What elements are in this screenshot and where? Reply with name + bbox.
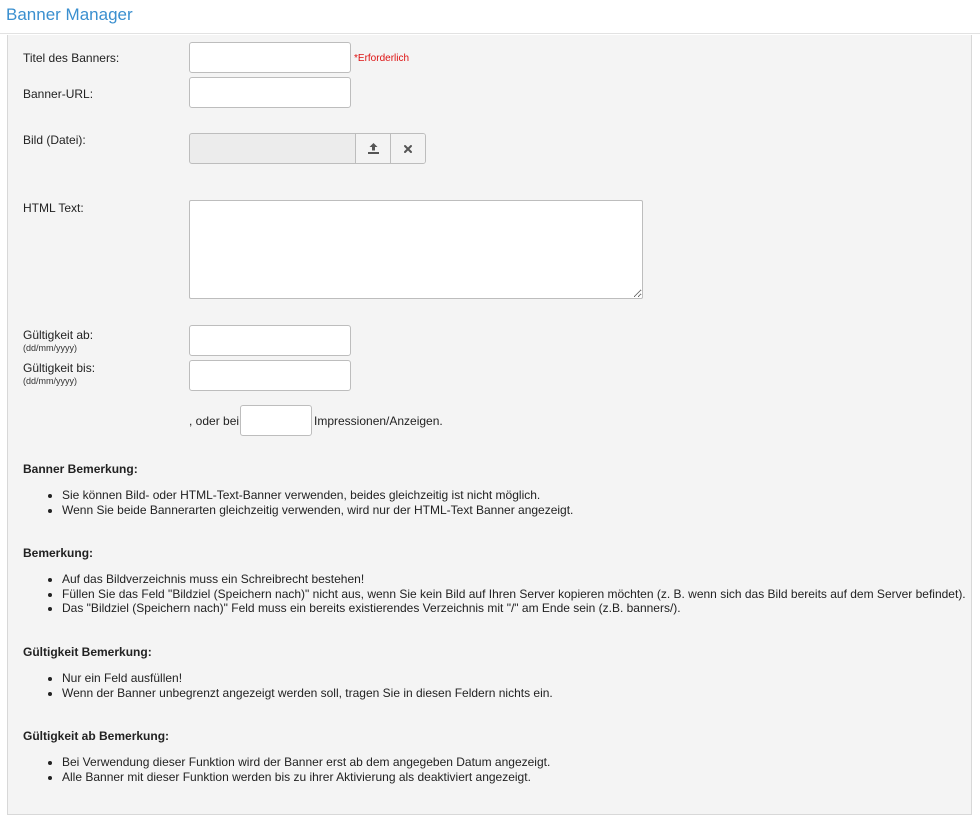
close-icon	[403, 144, 413, 154]
image-file-field	[189, 133, 426, 164]
upload-icon	[367, 142, 380, 155]
url-input[interactable]	[189, 77, 351, 108]
general-notes-title: Bemerkung:	[23, 546, 94, 560]
list-item: • Sie können Bild- oder HTML-Text-Banner verwenden, beides gleichzeitig ist nicht möglich.	[62, 488, 573, 503]
image-label: Bild (Datei):	[23, 133, 86, 147]
list-item: • Wenn Sie beide Bannerarten gleichzeitig verwenden, wird nur der HTML-Text Banner angezeigt.	[62, 503, 573, 518]
validity-notes-title: Gültigkeit Bemerkung:	[23, 645, 152, 659]
header-divider	[0, 33, 980, 34]
list-item: • Auf das Bildverzeichnis muss ein Schreibrecht bestehen!	[62, 572, 966, 587]
list-item: • Alle Banner mit dieser Funktion werden bis zu ihrer Aktivierung als deaktiviert angezeigt.	[62, 770, 550, 785]
valid-from-notes-title: Gültigkeit ab Bemerkung:	[23, 729, 170, 743]
title-input[interactable]	[189, 42, 351, 73]
or-at-text: , oder bei	[189, 414, 240, 428]
validity-notes-list	[48, 671, 553, 700]
html-text-label: HTML Text:	[23, 201, 84, 215]
impressions-input[interactable]	[240, 405, 312, 436]
list-item: • Das "Bildziel (Speichern nach)" Feld muss ein bereits existierendes Verzeichnis mit "/" am Ende sein (z.B. banners/).	[62, 601, 966, 616]
url-label: Banner-URL:	[23, 87, 94, 101]
list-item: • Füllen Sie das Feld "Bildziel (Speichern nach)" nicht aus, wenn Sie kein Bild auf Ihren Server kopieren möchten (z. B. wenn sich das Bild bereits auf dem Server befindet).	[62, 587, 966, 602]
title-label: Titel des Banners:	[23, 51, 120, 65]
valid-from-format: (dd/mm/yyyy)	[23, 343, 77, 353]
banner-form-panel	[7, 35, 972, 815]
valid-from-notes-list	[48, 755, 550, 784]
valid-to-input[interactable]	[189, 360, 351, 391]
page-title: Banner Manager	[6, 5, 133, 24]
general-notes-list	[48, 572, 966, 616]
list-item: • Wenn der Banner unbegrenzt angezeigt werden soll, tragen Sie in diesen Feldern nichts ein.	[62, 686, 553, 701]
required-mark: *	[354, 53, 358, 64]
banner-notes-list	[48, 488, 573, 517]
upload-button[interactable]	[355, 134, 390, 163]
valid-from-label: Gültigkeit ab:	[23, 328, 94, 342]
impressions-text: Impressionen/Anzeigen.	[314, 414, 443, 428]
valid-to-label: Gültigkeit bis:	[23, 361, 96, 375]
valid-to-format: (dd/mm/yyyy)	[23, 376, 77, 386]
html-text-textarea[interactable]	[189, 200, 643, 299]
clear-file-button[interactable]	[390, 134, 425, 163]
banner-notes-title: Banner Bemerkung:	[23, 462, 138, 476]
list-item: • Bei Verwendung dieser Funktion wird der Banner erst ab dem angegeben Datum angezeigt.	[62, 755, 550, 770]
valid-from-input[interactable]	[189, 325, 351, 356]
list-item: • Nur ein Feld ausfüllen!	[62, 671, 553, 686]
required-text: Erforderlich	[357, 53, 410, 64]
required-indicator	[354, 53, 409, 64]
image-file-display[interactable]	[190, 134, 355, 163]
